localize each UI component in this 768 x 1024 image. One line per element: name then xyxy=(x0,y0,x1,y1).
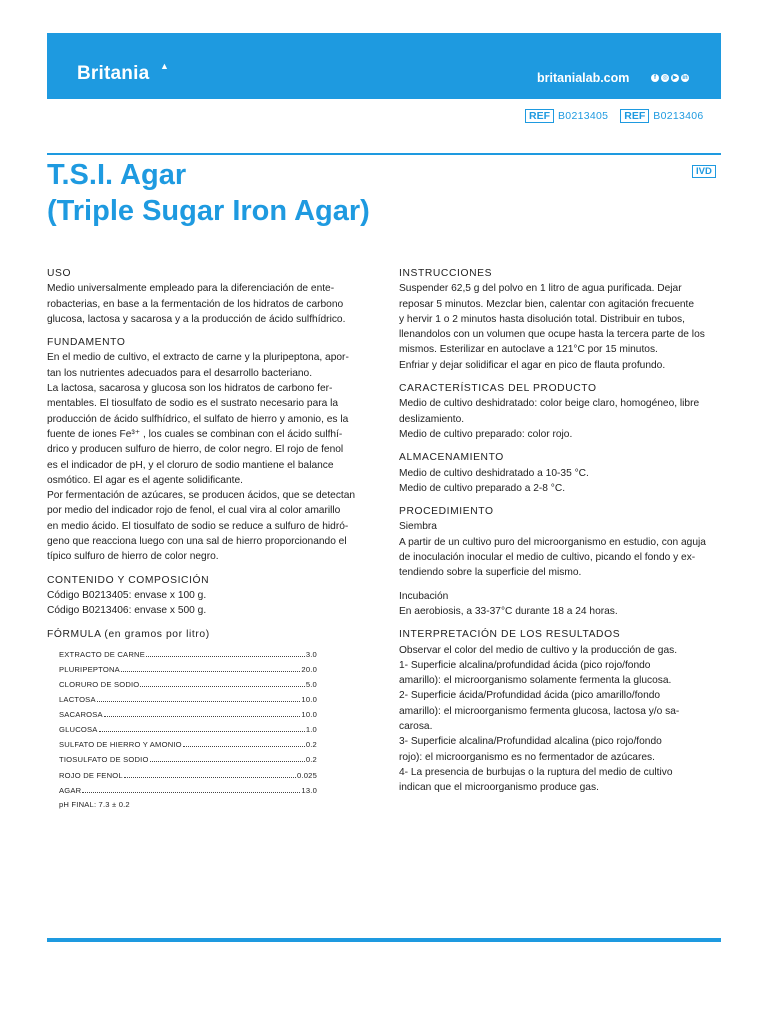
social-icons xyxy=(651,74,689,82)
caracteristicas-text xyxy=(399,396,722,442)
text-line: 4- La presencia de burbujas o la ruptura del medio de cultivo xyxy=(399,766,673,778)
section-heading-contenido: CONTENIDO Y COMPOSICIÓN xyxy=(47,574,210,586)
formula-table xyxy=(47,647,367,812)
logo-triangle-icon: ▲ xyxy=(160,61,169,71)
formula-row xyxy=(47,662,317,677)
text-line: típico sulfuro de hierro de color negro. xyxy=(47,551,219,563)
formula-row xyxy=(47,677,317,692)
ingredient-name: LACTOSA xyxy=(59,695,96,705)
text-line: de inoculación inocular el medio de cultivo, picando el fondo y ex- xyxy=(399,552,696,564)
text-line: Código B0213405: envase x 100 g. xyxy=(47,589,207,601)
ingredient-value: 1.0 xyxy=(305,725,317,735)
text-line: Código B0213406: envase x 500 g. xyxy=(47,605,207,617)
linkedin-icon[interactable]: in xyxy=(682,75,688,81)
text-line: tendiendo sobre la superficie del mismo. xyxy=(399,567,582,579)
ingredient-name: SACAROSA xyxy=(59,710,103,720)
text-line: fuente de iones Fe³⁺ , los cuales se combinan con el ácido sulfhí- xyxy=(47,428,343,440)
website-link[interactable]: britanialab.com xyxy=(537,71,630,85)
siembra-text xyxy=(399,535,722,581)
section-heading-procedimiento: PROCEDIMIENTO xyxy=(399,506,494,518)
text-line: osmótico. El agar es el agente solidificante. xyxy=(47,474,243,486)
incubacion-title: Incubación xyxy=(399,590,449,602)
text-line: deslizamiento. xyxy=(399,413,465,425)
ingredient-value: 0.2 xyxy=(305,755,317,765)
section-heading-instrucciones: INSTRUCCIONES xyxy=(399,268,493,279)
text-line: indican que el microorganismo produce gas. xyxy=(399,782,599,794)
text-line: A partir de un cultivo puro del microorganismo en estudio, con aguja xyxy=(399,536,706,548)
uso-text xyxy=(47,281,367,327)
ingredient-name: SULFATO DE HIERRO Y AMONIO xyxy=(59,740,182,750)
text-line: robacterias, en base a la fermentación de los hidratos de carbono xyxy=(47,298,344,310)
text-line: Observar el color del medio de cultivo y la producción de gas. xyxy=(399,644,678,656)
text-line: mentables. El tiosulfato de sodio es el sustrato necesario para la xyxy=(47,398,339,410)
incubacion-text xyxy=(399,604,722,619)
ref-code: B0213405 xyxy=(558,110,609,122)
section-heading-fundamento: FUNDAMENTO xyxy=(47,337,126,349)
ref-label: REF xyxy=(525,109,554,123)
fundamento-text xyxy=(47,350,367,564)
text-line: 3- Superficie alcalina/Profundidad alcalina (pico rojo/fondo xyxy=(399,736,662,748)
brand-logo: Britania xyxy=(77,63,150,84)
ivd-badge: IVD xyxy=(692,165,716,178)
text-line: 2- Superficie ácida/Profundidad ácida (pico amarillo/fondo xyxy=(399,690,661,702)
almacenamiento-text xyxy=(399,466,722,497)
text-line: glucosa, lactosa y sacarosa y a la producción de ácido sulfhídrico. xyxy=(47,313,346,325)
ingredient-value: 5.0 xyxy=(305,680,317,690)
title-line-2: (Triple Sugar Iron Agar) xyxy=(47,195,370,227)
text-line: geno que reacciona luego con una sal de hierro proporcionando el xyxy=(47,536,347,548)
text-line: En aerobiosis, a 33-37°C durante 18 a 24 horas. xyxy=(399,605,618,617)
section-heading-formula: FÓRMULA (en gramos por litro) xyxy=(47,628,210,640)
section-heading-interpretacion: INTERPRETACIÓN DE LOS RESULTADOS xyxy=(399,629,621,641)
ingredient-name: TIOSULFATO DE SODIO xyxy=(59,755,149,765)
text-line: amarillo): el microorganismo solamente fermenta la glucosa. xyxy=(399,675,672,687)
text-line: tan los nutrientes adecuados para el desarrollo bacteriano. xyxy=(47,367,313,379)
page-title xyxy=(47,157,370,229)
bottom-divider xyxy=(47,938,721,942)
text-line: producción de ácido sulfhídrico, el sulfato de hierro y amonio, es la xyxy=(47,413,349,425)
text-line: La lactosa, sacarosa y glucosa son los hidratos de carbono fer- xyxy=(47,383,333,395)
text-line: Medio universalmente empleado para la diferenciación de ente- xyxy=(47,283,335,295)
ingredient-name: CLORURO DE SODIO xyxy=(59,680,140,690)
section-heading-uso: USO xyxy=(47,268,72,279)
text-line: y hervir 1 o 2 minutos hasta disolución total. Distribuir en tubos, xyxy=(399,313,685,325)
text-line: rojo): el microorganismo es no fermentador de azúcares. xyxy=(399,751,655,763)
ingredient-value: 0.2 xyxy=(305,740,317,750)
title-line-1: T.S.I. Agar xyxy=(47,159,187,191)
ingredient-value: 20.0 xyxy=(301,664,317,674)
text-line: llenandolos con un volumen que ocupe hasta la tercera parte de los xyxy=(399,329,705,341)
section-heading-almacenamiento: ALMACENAMIENTO xyxy=(399,452,504,464)
ingredient-name: AGAR xyxy=(59,785,82,795)
ingredient-name: EXTRACTO DE CARNE xyxy=(59,649,145,659)
ingredient-value: 10.0 xyxy=(301,710,317,720)
interpretacion-text xyxy=(399,643,722,796)
text-line: Medio de cultivo deshidratado: color beige claro, homogéneo, libre xyxy=(399,398,700,410)
text-line: 1- Superficie alcalina/profundidad ácida (pico rojo/fondo xyxy=(399,659,651,671)
contenido-text xyxy=(47,588,367,619)
text-line: Medio de cultivo preparado: color rojo. xyxy=(399,428,573,440)
formula-row xyxy=(47,752,317,767)
instagram-icon[interactable]: ◎ xyxy=(662,75,668,81)
facebook-icon[interactable]: f xyxy=(651,74,659,82)
top-divider xyxy=(47,153,721,155)
siembra-title: Siembra xyxy=(399,521,437,533)
text-line: Medio de cultivo deshidratado a 10-35 °C. xyxy=(399,467,589,479)
ref-label: REF xyxy=(620,109,649,123)
text-line: en medio ácido. El tiosulfato de sodio se reduce a sulfuro de hidró- xyxy=(47,520,349,532)
instrucciones-text xyxy=(399,281,722,373)
text-line: Medio de cultivo preparado a 2-8 °C. xyxy=(399,482,566,494)
ingredient-value: 0.025 xyxy=(296,770,317,780)
formula-row xyxy=(47,707,317,722)
ingredient-name: ROJO DE FENOL xyxy=(59,770,123,780)
formula-row xyxy=(47,783,317,798)
formula-row xyxy=(47,647,317,662)
ingredient-name: PLURIPEPTONA xyxy=(59,664,120,674)
text-line: Enfriar y dejar solidificar el agar en pico de flauta profundo. xyxy=(399,359,666,371)
ref-code: B0213406 xyxy=(653,110,704,122)
section-heading-caracteristicas: CARACTERÍSTICAS DEL PRODUCTO xyxy=(399,383,597,395)
formula-row xyxy=(47,692,317,707)
formula-row xyxy=(47,768,317,783)
youtube-icon[interactable]: ▶ xyxy=(672,75,678,81)
text-line: carosa. xyxy=(399,721,433,733)
formula-row xyxy=(47,737,317,752)
text-line: reposar 5 minutos. Mezclar bien, calentar con agitación frecuente xyxy=(399,298,695,310)
ref-codes xyxy=(525,109,716,123)
ingredient-value: 3.0 xyxy=(305,649,317,659)
ingredient-value: 10.0 xyxy=(301,695,317,705)
text-line: Suspender 62,5 g del polvo en 1 litro de agua purificada. Dejar xyxy=(399,283,682,295)
final-ph: pH FINAL: 7.3 ± 0.2 xyxy=(59,799,130,809)
formula-row xyxy=(47,722,317,737)
text-line: mismos. Esterilizar en autoclave a 121°C por 15 minutos. xyxy=(399,344,658,356)
text-line: En el medio de cultivo, el extracto de carne y la pluripeptona, apor- xyxy=(47,352,349,364)
ingredient-value: 13.0 xyxy=(301,785,317,795)
text-line: por medio del indicador rojo de fenol, el cual vira al color amarillo xyxy=(47,505,341,517)
ingredient-name: GLUCOSA xyxy=(59,725,98,735)
left-column xyxy=(47,266,367,812)
right-column xyxy=(399,266,722,796)
header-banner xyxy=(47,33,721,99)
text-line: drico y producen sulfuro de hierro, de color negro. El rojo de fenol xyxy=(47,444,344,456)
text-line: amarillo): el microorganismo fermenta glucosa, lactosa y/o sa- xyxy=(399,705,680,717)
text-line: es el indicador de pH, y el cloruro de sodio mantiene el balance xyxy=(47,459,334,471)
text-line: Por fermentación de azúcares, se producen ácidos, que se detectan xyxy=(47,490,356,502)
